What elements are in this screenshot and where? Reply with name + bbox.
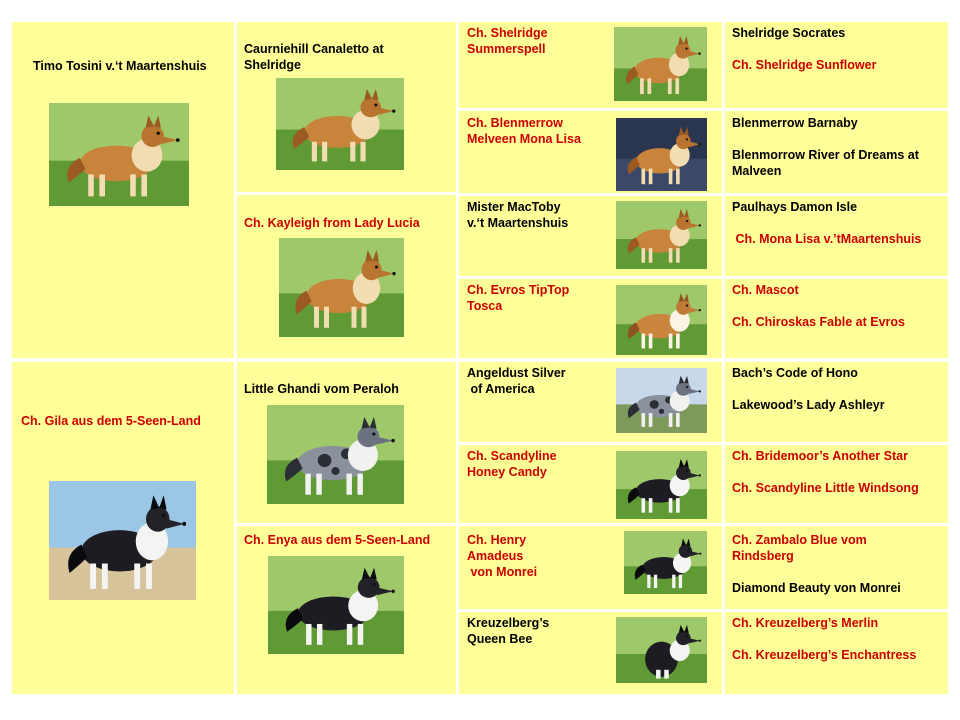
gen3-8-name-line1: Kreuzelberg’s <box>467 616 550 630</box>
gen1-sire-name: Timo Tosini v.‘t Maartenshuis <box>33 59 207 73</box>
gen4-5-dam: Lakewood’s Lady Ashleyr <box>732 398 885 412</box>
gen3-7-name-line2: Amadeus <box>467 549 524 563</box>
gen2-dam-dam-name: Ch. Enya aus dem 5-Seen-Land <box>244 533 431 547</box>
gen4-3-dam: Ch. Mona Lisa v.’tMaartenshuis <box>732 232 922 246</box>
gen4-1-dam: Ch. Shelridge Sunflower <box>732 58 877 72</box>
dam-photo <box>49 481 196 600</box>
gen4-4-dam: Ch. Chiroskas Fable at Evros <box>732 315 905 329</box>
gen3-1-name-line1: Ch. Shelridge <box>467 26 548 40</box>
gen3-4-name-line2: Tosca <box>467 299 503 313</box>
gen3-5-name-line1: Angeldust Silver <box>467 366 566 380</box>
gen3-8-photo <box>616 617 707 683</box>
gen3-5-photo <box>616 368 707 433</box>
gen3-7-name-line1: Ch. Henry <box>467 533 527 547</box>
sire-dam-photo <box>279 238 404 337</box>
gen3-6-name-line1: Ch. Scandyline <box>467 449 557 463</box>
gen3-3-name-line2: v.‘t Maartenshuis <box>467 216 569 230</box>
gen3-3-name-line1: Mister MacToby <box>467 200 561 214</box>
gen3-3-photo <box>616 201 707 269</box>
gen3-1-photo <box>614 27 707 101</box>
gen3-7-photo <box>624 531 707 594</box>
sire-sire-photo <box>276 78 404 170</box>
gen1-dam-name: Ch. Gila aus dem 5-Seen-Land <box>21 414 201 428</box>
gen3-5-name-line2: of America <box>467 382 535 396</box>
gen4-6-sire: Ch. Bridemoor’s Another Star <box>732 449 908 463</box>
gen2-sire-sire-name-line1: Caurniehill Canaletto at <box>244 42 384 56</box>
gen2-sire-sire-name-line2: Shelridge <box>244 58 301 72</box>
gen4-8-sire: Ch. Kreuzelberg’s Merlin <box>732 616 879 630</box>
gen3-2-name-line1: Ch. Blenmerrow <box>467 116 563 130</box>
gen3-6-photo <box>616 451 707 519</box>
gen3-2-photo <box>616 118 707 191</box>
gen3-4-name-line1: Ch. Evros TipTop <box>467 283 570 297</box>
gen4-7-dam: Diamond Beauty von Monrei <box>732 581 901 595</box>
gen4-6-dam: Ch. Scandyline Little Windsong <box>732 481 919 495</box>
gen3-4-photo <box>616 285 707 355</box>
dam-sire-photo <box>267 405 404 504</box>
gen3-2-name-line2: Melveen Mona Lisa <box>467 132 581 146</box>
gen4-1-sire: Shelridge Socrates <box>732 26 846 40</box>
sire-photo <box>49 103 189 206</box>
gen3-6-name-line2: Honey Candy <box>467 465 547 479</box>
gen3-1-name-line2: Summerspell <box>467 42 546 56</box>
gen4-2-sire: Blenmerrow Barnaby <box>732 116 858 130</box>
gen2-dam-sire-name: Little Ghandi vom Peraloh <box>244 382 399 396</box>
gen4-2-dam-line2: Malveen <box>732 164 782 178</box>
gen2-sire-dam-name: Ch. Kayleigh from Lady Lucia <box>244 216 420 230</box>
gen4-2-dam-line1: Blenmorrow River of Dreams at <box>732 148 919 162</box>
gen4-3-sire: Paulhays Damon Isle <box>732 200 858 214</box>
gen4-8-dam: Ch. Kreuzelberg’s Enchantress <box>732 648 917 662</box>
gen4-4-sire: Ch. Mascot <box>732 283 799 297</box>
gen3-7-name-line3: von Monrei <box>467 565 538 579</box>
gen4-7-sire-line1: Ch. Zambalo Blue vom <box>732 533 867 547</box>
gen4-7-sire-line2: Rindsberg <box>732 549 794 563</box>
gen4-5-sire: Bach’s Code of Hono <box>732 366 858 380</box>
gen3-8-name-line2: Queen Bee <box>467 632 533 646</box>
dam-dam-photo <box>268 556 404 654</box>
